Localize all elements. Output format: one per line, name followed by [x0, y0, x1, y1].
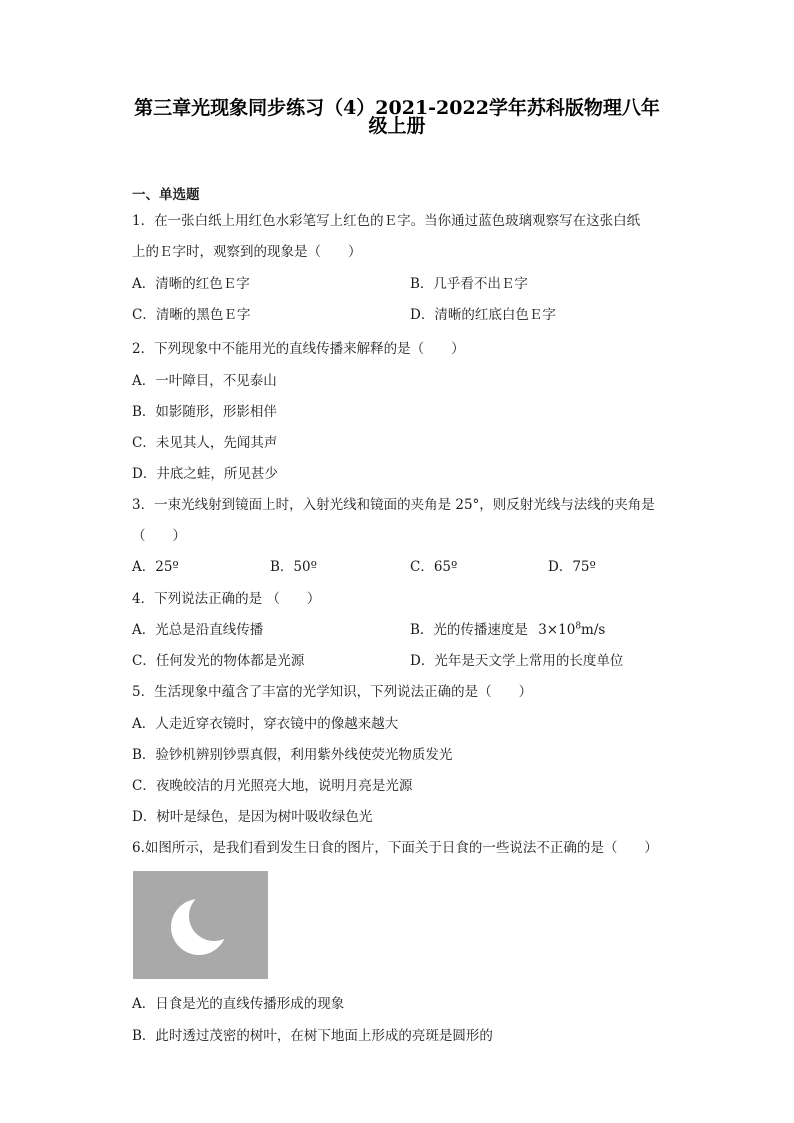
question-3-option-b[interactable]: B．50º	[270, 559, 317, 575]
question-4-option-b-text: B．光的传播速度是	[410, 622, 528, 638]
question-4-option-c[interactable]: C．任何发光的物体都是光源	[132, 653, 305, 669]
light-speed-base: 3×10	[538, 622, 576, 638]
question-2-option-b[interactable]: B．如影随形，形影相伴	[132, 404, 277, 420]
question-5-option-a[interactable]: A．人走近穿衣镜时，穿衣镜中的像越来越大	[132, 716, 399, 732]
question-3-option-a[interactable]: A．25º	[132, 559, 179, 575]
question-4-stem: 4．下列说法正确的是 （ ）	[132, 591, 321, 607]
question-2-option-c[interactable]: C．未见其人，先闻其声	[132, 435, 278, 451]
question-1-stem-line2: 上的Ｅ字时，观察到的现象是（ ）	[132, 244, 362, 260]
question-6-option-b[interactable]: B．此时透过茂密的树叶，在树下地面上形成的亮斑是圆形的	[132, 1028, 493, 1044]
question-3-option-c[interactable]: C．65º	[410, 559, 458, 575]
question-4-option-b[interactable]	[410, 621, 605, 639]
question-3-stem-line2: （ ）	[132, 528, 186, 544]
question-3-option-d[interactable]: D．75º	[548, 559, 596, 575]
question-6-stem: 6.如图所示，是我们看到发生日食的图片，下面关于日食的一些说法不正确的是（ ）	[132, 840, 658, 856]
question-2-option-d[interactable]: D．井底之蛙，所见甚少	[132, 466, 278, 482]
question-1-option-d[interactable]: D．清晰的红底白色Ｅ字	[410, 307, 556, 323]
crescent-icon	[133, 871, 268, 979]
question-4-option-d[interactable]: D．光年是天文学上常用的长度单位	[410, 653, 624, 669]
section-heading: 一、单选题	[132, 187, 200, 203]
page-title-line1: 第三章光现象同步练习（4）2021-2022学年苏科版物理八年	[134, 97, 660, 119]
question-6-option-a[interactable]: A．日食是光的直线传播形成的现象	[132, 996, 345, 1012]
question-1-option-c[interactable]: C．清晰的黑色Ｅ字	[132, 307, 251, 323]
solar-eclipse-figure	[133, 871, 268, 979]
question-5-option-b[interactable]: B．验钞机辨别钞票真假，利用紫外线使荧光物质发光	[132, 747, 453, 763]
question-3-stem-line1: 3．一束光线射到镜面上时，入射光线和镜面的夹角是 25°，则反射光线与法线的夹角是	[132, 497, 655, 513]
question-5-option-d[interactable]: D．树叶是绿色，是因为树叶吸收绿色光	[132, 809, 373, 825]
question-5-option-c[interactable]: C．夜晚皎洁的月光照亮大地，说明月亮是光源	[132, 778, 413, 794]
question-4-option-a[interactable]: A．光总是沿直线传播	[132, 622, 264, 638]
question-1-option-a[interactable]: A．清晰的红色Ｅ字	[132, 276, 250, 292]
light-speed-exponent: 8	[575, 621, 582, 632]
light-speed-value	[538, 622, 605, 638]
question-1-option-b[interactable]: B．几乎看不出Ｅ字	[410, 276, 528, 292]
question-1-stem-line1: 1．在一张白纸上用红色水彩笔写上红色的Ｅ字。当你通过蓝色玻璃观察写在这张白纸	[132, 213, 641, 229]
question-2-stem: 2．下列现象中不能用光的直线传播来解释的是（ ）	[132, 341, 465, 357]
question-2-option-a[interactable]: A．一叶障目，不见泰山	[132, 373, 277, 389]
question-5-stem: 5．生活现象中蕴含了丰富的光学知识，下列说法正确的是（ ）	[132, 684, 533, 700]
light-speed-unit: m/s	[581, 622, 606, 638]
page-title-line2: 级上册	[368, 115, 426, 137]
